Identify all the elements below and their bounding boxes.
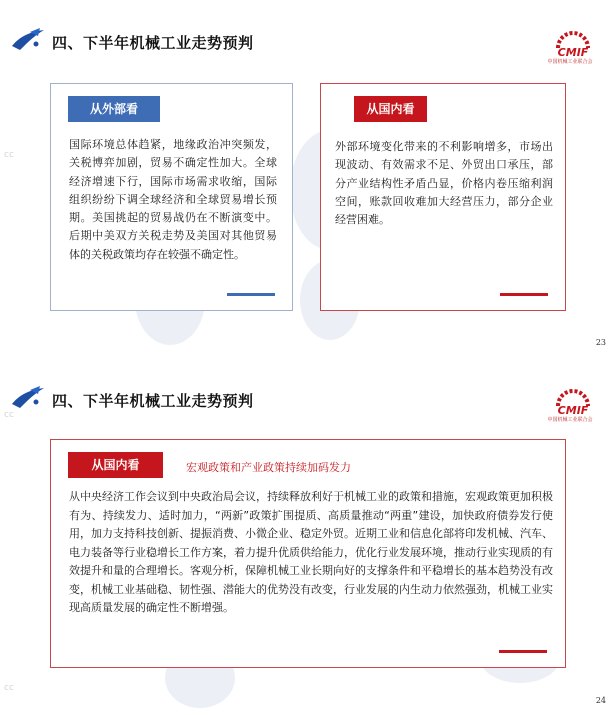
- page-number: 23: [595, 338, 606, 347]
- domestic-view-tag: 从国内看: [354, 96, 427, 122]
- accent-line: [227, 293, 275, 296]
- watermark: cc: [4, 150, 14, 160]
- brand-logo-text: CMIF: [557, 404, 589, 417]
- watermark: cc: [4, 683, 14, 693]
- brand-caption: 中国机械工业联合会: [547, 417, 593, 423]
- policy-subtitle: 宏观政策和产业政策持续加码发力: [186, 461, 351, 474]
- watermark: cc: [4, 410, 14, 420]
- slide-23: [0, 0, 614, 357]
- blue-swoosh-logo-icon: [10, 384, 46, 410]
- policy-text: 从中央经济工作会议到中央政治局会议，持续释放利好于机械工业的政策和措施，宏观政策更加积极有为、持续发力、适时加力，“两新”政策扩围提质、高质量推动“两重”建设，加快政府债券发行使用，加力支持科技创新、提振消费、小微企业、稳定外贸。近期工业和信息化部将印发机械、汽车、电力装备等行业稳增长工作方案，着力提升优质供给能力，优化行业发展环境，推动行业实现质的有效提升和量的合理增长。客观分析，保障机械工业长期向好的支撑条件和平稳增长的基本趋势没有改变，机械工业基础稳、韧性强、潜能大的优势没有改变，行业发展的内生动力依然强劲，机械工业实现高质量发展的确定性不断增强。: [69, 490, 553, 614]
- domestic-view-card: [320, 83, 566, 311]
- slide-24: [0, 358, 614, 715]
- domestic-view-tag: 从国内看: [68, 452, 163, 478]
- external-view-card: [50, 83, 293, 311]
- brand-caption: 中国机械工业联合会: [547, 59, 593, 65]
- external-view-text: 国际环境总体趋紧，地缘政治冲突频发，关税博弈加剧，贸易不确定性加大。全球经济增速下行，国际市场需求收缩，国际组织纷纷下调全球经济和全球贸易增长预期。美国挑起的贸易战仍在不断演变中。后期中美双方关税走势及美国对其他贸易体的关税政策均存在较强不确定性。: [69, 138, 277, 261]
- page-number: 24: [595, 696, 606, 705]
- blue-swoosh-logo-icon: [10, 26, 46, 52]
- accent-line: [499, 650, 547, 653]
- brand-logo-text: CMIF: [557, 46, 589, 59]
- external-view-tag: 从外部看: [68, 96, 160, 122]
- accent-line: [500, 293, 548, 296]
- page-title: 四、下半年机械工业走势预判: [52, 34, 254, 52]
- page-title: 四、下半年机械工业走势预判: [52, 392, 254, 410]
- domestic-policy-card: [50, 439, 566, 668]
- domestic-view-text: 外部环境变化带来的不利影响增多，市场出现波动、有效需求不足、外贸出口承压，部分产业结构性矛盾凸显，价格内卷压缩利润空间，账款回收难加大经营压力，部分企业经营困难。: [335, 140, 553, 227]
